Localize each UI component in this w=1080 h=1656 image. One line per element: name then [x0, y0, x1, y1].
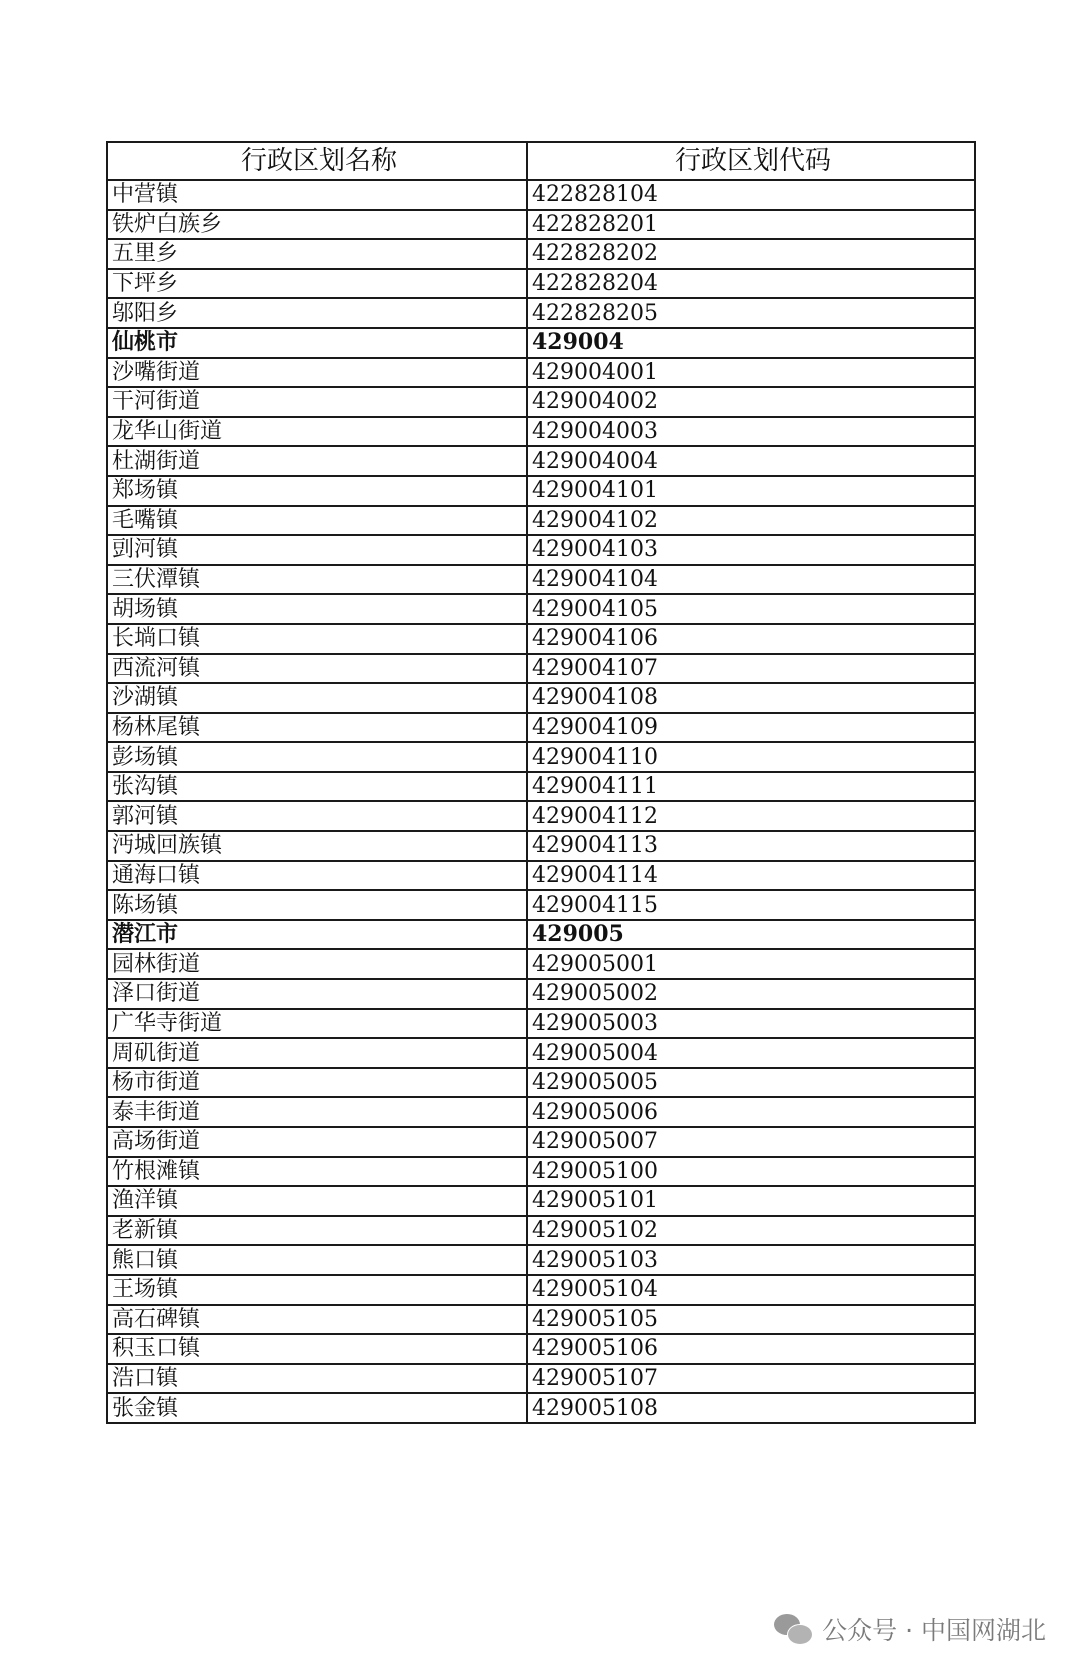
- division-code-cell: 429005006: [527, 1097, 975, 1127]
- table-row-city: [107, 328, 975, 358]
- division-name-cell: 彭场镇: [107, 742, 527, 772]
- division-name-cell: 通海口镇: [107, 861, 527, 891]
- division-code-cell: 429004111: [527, 772, 975, 802]
- division-name-cell: 熊口镇: [107, 1245, 527, 1275]
- division-code-cell: 429004: [527, 328, 975, 358]
- watermark-text: 公众号 · 中国网湖北: [822, 1616, 1046, 1645]
- table-row: [107, 1216, 975, 1246]
- division-code-cell: 429005: [527, 920, 975, 950]
- division-name-cell: 毛嘴镇: [107, 506, 527, 536]
- division-code-cell: 422828202: [527, 239, 975, 269]
- table-row: [107, 210, 975, 240]
- division-code-table: [106, 141, 976, 1424]
- table-row: [107, 506, 975, 536]
- division-code-cell: 429004104: [527, 565, 975, 595]
- division-name-cell: 铁炉白族乡: [107, 210, 527, 240]
- division-code-cell: 429004103: [527, 535, 975, 565]
- table-row: [107, 417, 975, 447]
- division-code-cell: 429004107: [527, 654, 975, 684]
- table-row: [107, 1157, 975, 1187]
- division-code-cell: 429005102: [527, 1216, 975, 1246]
- division-code-cell: 429004106: [527, 624, 975, 654]
- table-row: [107, 861, 975, 891]
- division-name-cell: 三伏潭镇: [107, 565, 527, 595]
- table-row: [107, 890, 975, 920]
- division-name-cell: 沙嘴街道: [107, 358, 527, 388]
- division-name-cell: 郭河镇: [107, 801, 527, 831]
- division-code-cell: 429004101: [527, 476, 975, 506]
- division-name-cell: 长埫口镇: [107, 624, 527, 654]
- table-row: [107, 1127, 975, 1157]
- division-name-cell: 园林街道: [107, 949, 527, 979]
- division-name-cell: 干河街道: [107, 387, 527, 417]
- division-code-cell: 429004110: [527, 742, 975, 772]
- table-row: [107, 1305, 975, 1335]
- table-row: [107, 1068, 975, 1098]
- table-row: [107, 831, 975, 861]
- division-name-cell: 杜湖街道: [107, 446, 527, 476]
- table-row: [107, 1038, 975, 1068]
- division-code-cell: 422828104: [527, 180, 975, 210]
- division-name-cell: 张沟镇: [107, 772, 527, 802]
- division-name-cell: 周矶街道: [107, 1038, 527, 1068]
- table-row: [107, 446, 975, 476]
- table-row: [107, 1364, 975, 1394]
- division-code-cell: 429005101: [527, 1186, 975, 1216]
- division-name-cell: 郑场镇: [107, 476, 527, 506]
- table-body: [107, 180, 975, 1423]
- division-code-cell: 429004112: [527, 801, 975, 831]
- table-row: [107, 1334, 975, 1364]
- division-name-cell: 高石碑镇: [107, 1305, 527, 1335]
- division-code-cell: 429004109: [527, 713, 975, 743]
- table-row: [107, 1393, 975, 1423]
- division-code-cell: 429004004: [527, 446, 975, 476]
- division-code-cell: 429004001: [527, 358, 975, 388]
- division-name-cell: 中营镇: [107, 180, 527, 210]
- division-code-cell: 422828201: [527, 210, 975, 240]
- table-row: [107, 1097, 975, 1127]
- table-row: [107, 772, 975, 802]
- division-name-cell: 老新镇: [107, 1216, 527, 1246]
- division-code-cell: 429005007: [527, 1127, 975, 1157]
- division-name-cell: 高场街道: [107, 1127, 527, 1157]
- division-name-cell: 剅河镇: [107, 535, 527, 565]
- division-name-cell: 王场镇: [107, 1275, 527, 1305]
- division-name-cell: 沔城回族镇: [107, 831, 527, 861]
- division-name-cell: 杨林尾镇: [107, 713, 527, 743]
- division-code-cell: 429005107: [527, 1364, 975, 1394]
- division-name-cell: 渔洋镇: [107, 1186, 527, 1216]
- division-name-cell: 西流河镇: [107, 654, 527, 684]
- division-code-cell: 429004102: [527, 506, 975, 536]
- division-code-cell: 429005104: [527, 1275, 975, 1305]
- division-code-cell: 429004113: [527, 831, 975, 861]
- division-code-cell: 429005105: [527, 1305, 975, 1335]
- table-row: [107, 1009, 975, 1039]
- table-row: [107, 180, 975, 210]
- table-row: [107, 949, 975, 979]
- division-code-cell: 429005003: [527, 1009, 975, 1039]
- table-row: [107, 801, 975, 831]
- table-row: [107, 742, 975, 772]
- division-code-cell: 429005001: [527, 949, 975, 979]
- division-name-cell: 杨市街道: [107, 1068, 527, 1098]
- table-row: [107, 979, 975, 1009]
- division-code-cell: 422828204: [527, 269, 975, 299]
- division-name-cell: 龙华山街道: [107, 417, 527, 447]
- table-row: [107, 565, 975, 595]
- division-name-cell: 下坪乡: [107, 269, 527, 299]
- division-name-cell: 泽口街道: [107, 979, 527, 1009]
- table-row: [107, 239, 975, 269]
- division-code-cell: 429005108: [527, 1393, 975, 1423]
- division-name-cell: 竹根滩镇: [107, 1157, 527, 1187]
- division-code-cell: 429005002: [527, 979, 975, 1009]
- table-row: [107, 624, 975, 654]
- division-code-cell: 429004115: [527, 890, 975, 920]
- table-row: [107, 654, 975, 684]
- table-row: [107, 713, 975, 743]
- division-name-cell: 广华寺街道: [107, 1009, 527, 1039]
- header-division-name: 行政区划名称: [107, 142, 527, 180]
- table-row: [107, 683, 975, 713]
- division-name-cell: 积玉口镇: [107, 1334, 527, 1364]
- division-name-cell: 仙桃市: [107, 328, 527, 358]
- wechat-watermark: [774, 1611, 1046, 1647]
- division-name-cell: 泰丰街道: [107, 1097, 527, 1127]
- division-name-cell: 胡场镇: [107, 594, 527, 624]
- division-name-cell: 沙湖镇: [107, 683, 527, 713]
- division-name-cell: 浩口镇: [107, 1364, 527, 1394]
- table-header-row: [107, 142, 975, 180]
- wechat-icon: [774, 1614, 812, 1644]
- table-row: [107, 594, 975, 624]
- division-code-cell: 422828205: [527, 298, 975, 328]
- table-row: [107, 358, 975, 388]
- division-code-cell: 429005004: [527, 1038, 975, 1068]
- table-row: [107, 1275, 975, 1305]
- table-row: [107, 387, 975, 417]
- division-code-cell: 429005100: [527, 1157, 975, 1187]
- table-row: [107, 476, 975, 506]
- division-code-cell: 429005106: [527, 1334, 975, 1364]
- table-row: [107, 269, 975, 299]
- division-code-cell: 429004002: [527, 387, 975, 417]
- table-row: [107, 1186, 975, 1216]
- table-row: [107, 298, 975, 328]
- table-row: [107, 1245, 975, 1275]
- division-name-cell: 邬阳乡: [107, 298, 527, 328]
- division-name-cell: 张金镇: [107, 1393, 527, 1423]
- division-code-cell: 429004114: [527, 861, 975, 891]
- division-code-cell: 429004108: [527, 683, 975, 713]
- division-name-cell: 五里乡: [107, 239, 527, 269]
- header-division-code: 行政区划代码: [527, 142, 975, 180]
- division-code-cell: 429004003: [527, 417, 975, 447]
- division-code-cell: 429005103: [527, 1245, 975, 1275]
- division-code-cell: 429005005: [527, 1068, 975, 1098]
- division-name-cell: 陈场镇: [107, 890, 527, 920]
- division-code-cell: 429004105: [527, 594, 975, 624]
- table-row: [107, 535, 975, 565]
- division-name-cell: 潜江市: [107, 920, 527, 950]
- table-row-city: [107, 920, 975, 950]
